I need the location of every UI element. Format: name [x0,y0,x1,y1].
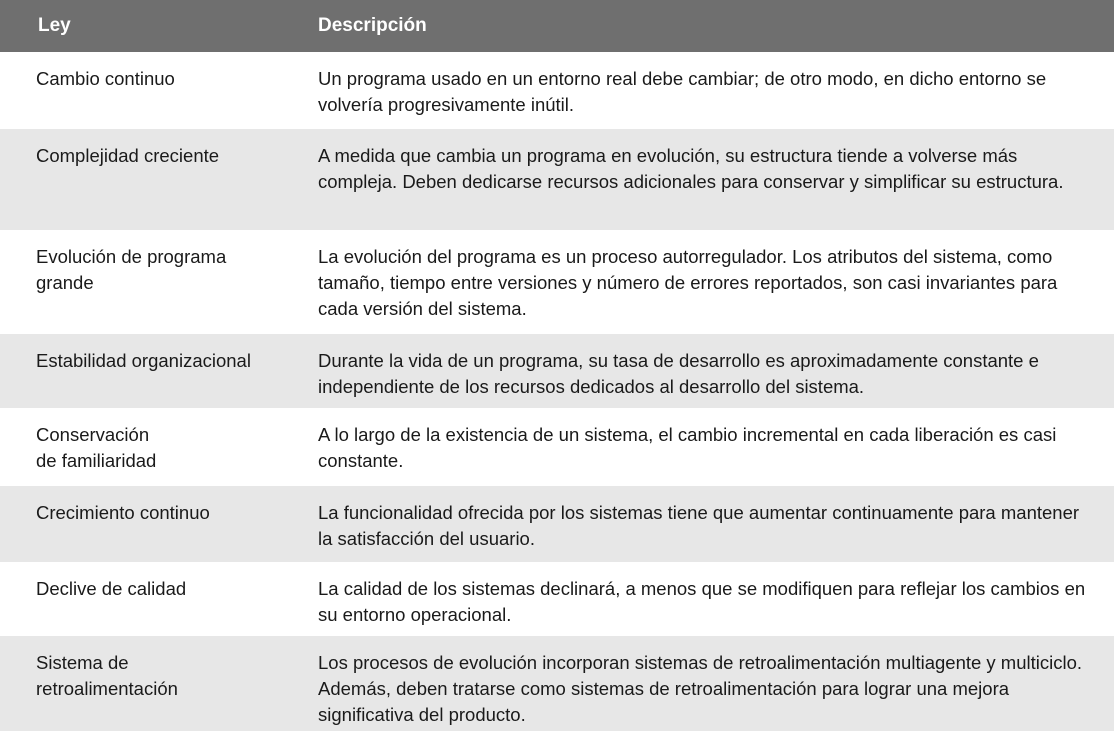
law-name: Conservación de familiaridad [36,424,157,471]
law-description: La funcionalidad ofrecida por los sistemas tiene que aumentar continuamente para mantener la satisfacción del usuario. [318,502,1080,549]
law-name: Crecimiento continuo [36,502,210,523]
law-name: Cambio continuo [36,68,175,89]
law-description: La calidad de los sistemas declinará, a menos que se modifiquen para reflejar los cambios en su entorno operacional. [318,578,1086,625]
table-row [0,636,1114,731]
table-row [0,562,1114,636]
law-description: Los procesos de evolución incorporan sistemas de retroalimentación multiagente y multiciclo. Además, deben tratarse como sistemas de retroalimentación para lograr una mejora significativa del producto. [318,652,1083,725]
header-descripcion: Descripción [318,15,427,36]
law-description: A lo largo de la existencia de un sistema, el cambio incremental en cada liberación es casi constante. [318,424,1057,471]
law-description: Un programa usado en un entorno real debe cambiar; de otro modo, en dicho entorno se volvería progresivamente inútil. [318,68,1047,115]
table-row [0,230,1114,334]
table-row [0,486,1114,562]
law-description: La evolución del programa es un proceso autorregulador. Los atributos del sistema, como tamaño, tiempo entre versiones y número de errores reportados, son casi invariantes para cada versión del sistema. [318,246,1058,319]
law-name: Declive de calidad [36,578,187,599]
table-row [0,129,1114,230]
law-description: Durante la vida de un programa, su tasa de desarrollo es aproximadamente constante e independiente de los recursos dedicados al desarrollo del sistema. [318,350,1039,397]
law-name: Sistema de retroalimentación [36,652,178,699]
header-ley: Ley [38,15,71,36]
table-header [0,0,1114,52]
law-description: A medida que cambia un programa en evolución, su estructura tiende a volverse más compleja. Deben dedicarse recursos adicionales para conservar y simplificar su estructura. [318,145,1064,192]
law-name: Evolución de programa grande [36,246,227,293]
table-row [0,52,1114,129]
law-name: Complejidad creciente [36,145,220,166]
table-row [0,408,1114,486]
table-row [0,334,1114,408]
law-name: Estabilidad organizacional [36,350,251,371]
